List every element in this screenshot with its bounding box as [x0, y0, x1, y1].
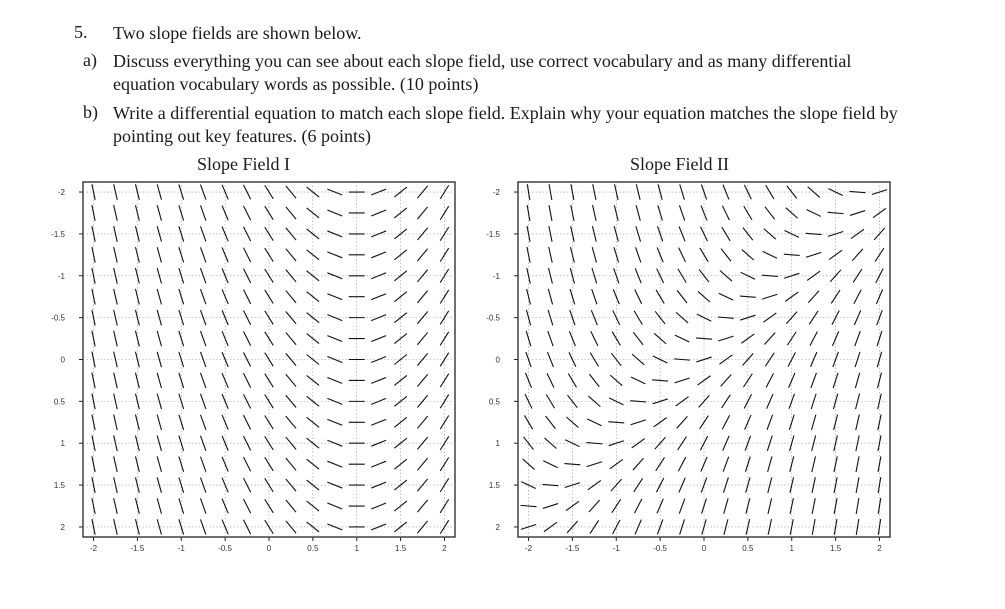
field1-xtick-label: -2 [89, 544, 98, 553]
field2-ytick-label: 0.5 [488, 397, 500, 407]
field1-ytick-label: 1.5 [53, 481, 65, 491]
field2-xtick-label: 0.5 [742, 544, 754, 553]
question-text: Two slope fields are shown below. [113, 23, 362, 43]
field1-ytick-label: -2 [57, 188, 65, 198]
field1-ytick-label: 1 [60, 439, 65, 449]
field1-xtick-label: -1 [177, 544, 185, 553]
question-number: 5. [74, 22, 88, 42]
field1-ytick-label: -1 [57, 271, 65, 281]
field2-xtick-label: 1 [789, 544, 794, 553]
field2-ytick-label: 1 [495, 439, 500, 449]
field2-ytick-label: -2 [492, 188, 500, 198]
field2-xtick-label: 0 [701, 544, 707, 553]
part-b-label: b) [83, 102, 98, 122]
part-b-text: Write a differential equation to match each slope field. Explain why your equation matches the slope field by pointing out key features. (6 points) [113, 103, 898, 146]
part-a-text: Discuss everything you can see about each slope field, use correct vocabulary and as many differential equation vocabulary words as possible. (10 points) [113, 51, 852, 94]
slope-field-2-title: Slope Field II [630, 154, 729, 174]
field2-xtick-label: -1 [612, 544, 620, 553]
slope-field-1 [40, 176, 480, 551]
field1-xtick-label: 0.5 [307, 544, 319, 553]
field2-xtick-label: 2 [877, 544, 882, 553]
field2-xtick-label: -1.5 [565, 544, 580, 553]
field2-ytick-label: 1.5 [488, 481, 500, 491]
field1-ytick-label: -1.5 [51, 229, 65, 239]
field2-ytick-label: 0 [495, 355, 500, 365]
field1-ytick-label: -0.5 [51, 313, 65, 323]
field1-xtick-label: -1.5 [130, 544, 145, 553]
field2-xtick-label: 1.5 [830, 544, 842, 553]
part-a-label: a) [83, 50, 97, 70]
field2-ytick-label: -0.5 [486, 313, 500, 323]
field1-xtick-label: 0 [266, 544, 272, 553]
field1-xtick-label: 1 [354, 544, 359, 553]
field2-xtick-label: -0.5 [653, 544, 668, 553]
field2-ytick-label: -1.5 [486, 229, 500, 239]
field1-xtick-label: 2 [442, 544, 447, 553]
field2-xtick-label: -2 [524, 544, 533, 553]
field2-ytick-label: -1 [492, 271, 500, 281]
field1-xtick-label: -0.5 [218, 544, 233, 553]
field1-ytick-label: 0.5 [53, 397, 65, 407]
field1-ytick-label: 0 [60, 355, 65, 365]
field1-xtick-label: 1.5 [395, 544, 407, 553]
field1-ytick-label: 2 [60, 522, 65, 532]
slope-field-1-title: Slope Field I [197, 154, 290, 174]
slope-field-2 [475, 176, 915, 551]
field2-ytick-label: 2 [495, 522, 500, 532]
